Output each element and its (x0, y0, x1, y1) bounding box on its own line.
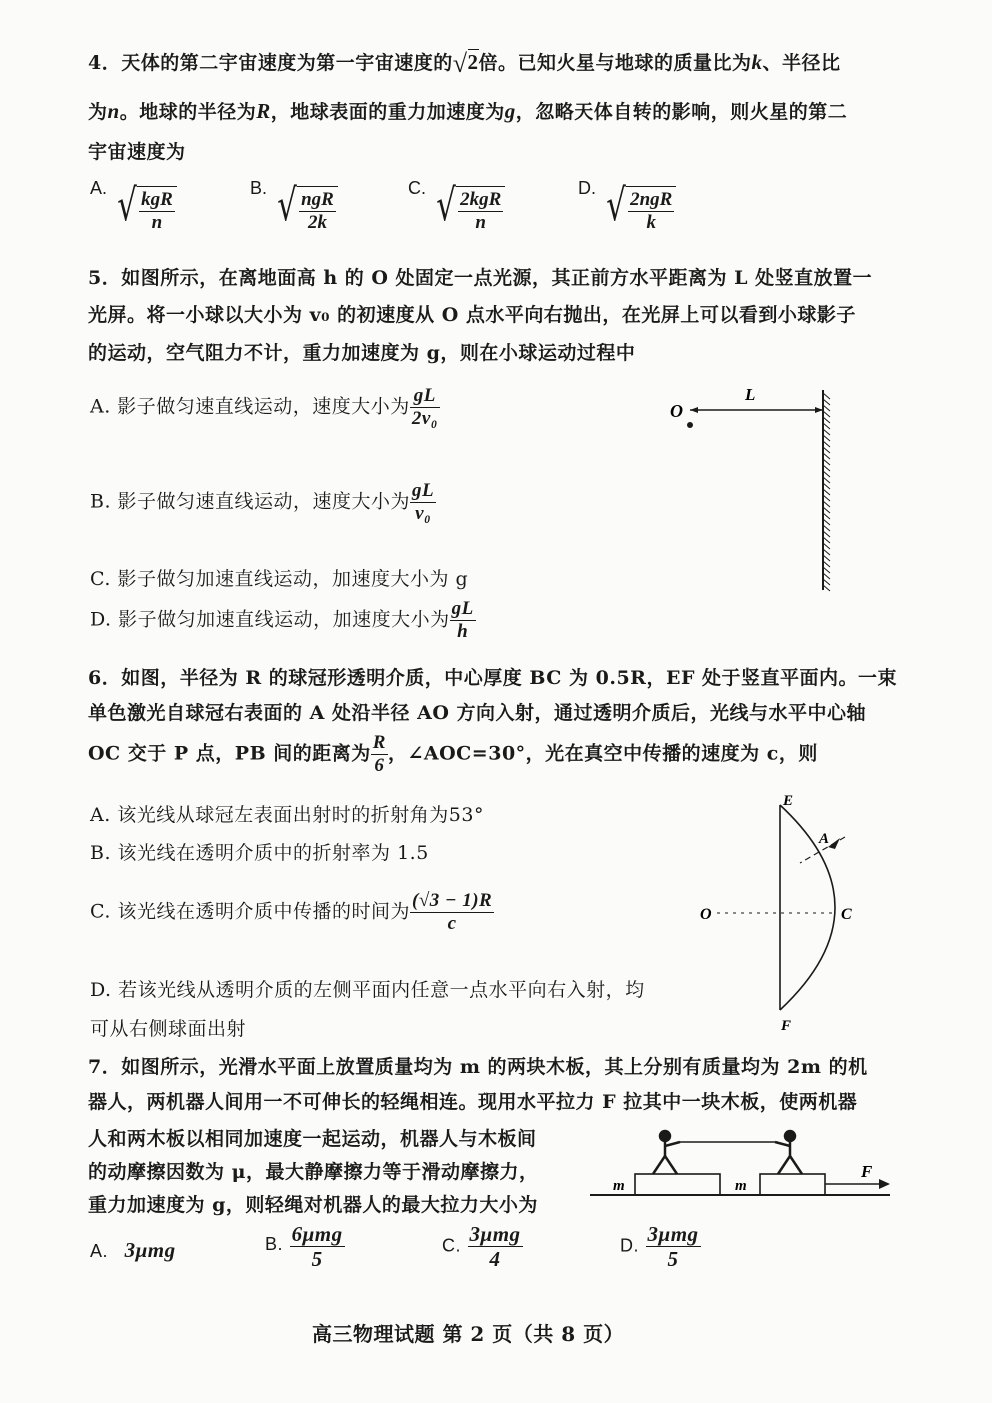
board-left (635, 1174, 720, 1195)
page-footer: 高三物理试题 第 2 页（共 8 页） (312, 1322, 625, 1346)
fig-label-m1: m (613, 1178, 625, 1194)
fig-label-o: O (670, 401, 683, 421)
q4-line-3: 宇宙速度为 (88, 141, 186, 163)
q4-option-d: D. √ $\frac{\text{2ngR}}{k}$ (578, 180, 676, 234)
q4-line-1: 4．天体的第二宇宙速度为第一宇宙速度的 √ 2 倍。已知火星与地球的质量比为k、半径比 (88, 49, 841, 78)
screen-hatch-mark (823, 501, 830, 507)
q7-line-1: 7．如图所示，光滑水平面上放置质量均为 m 的两块木板，其上分别有质量均为 2m 的机 (88, 1056, 868, 1078)
q4-option-b: B. √ $\frac{\text{ngR}}{2k}$ (250, 180, 338, 234)
screen-hatch-mark (823, 405, 830, 411)
screen-hatch-mark (823, 441, 830, 447)
q7-option-d: D. $\frac{\text{3μmg}}{5}$ (620, 1222, 699, 1272)
q5-line-1: 5．如图所示，在离地面高 h 的 O 处固定一点光源，其正前方水平距离为 L 处竖直放置一 (88, 267, 873, 289)
screen-hatch-mark (823, 579, 830, 585)
screen-hatch-mark (823, 531, 830, 537)
q5-option-c: C. 影子做匀加速直线运动，加速度大小为 g (90, 568, 469, 590)
q5-option-a: A. 影子做匀速直线运动，速度大小为 $\frac{gL}{\text{2v₀}}$ (90, 385, 438, 429)
q7-option-b: B. $\frac{\text{6μmg}}{5}$ (265, 1222, 343, 1272)
board-right (760, 1174, 825, 1195)
q5-option-b: B. 影子做匀速直线运动，速度大小为 $\frac{gL}{\text{v₀}}$ (90, 480, 435, 524)
screen-hatch-mark (823, 519, 830, 525)
q7-option-c: C. $\frac{\text{3μmg}}{4}$ (442, 1222, 521, 1272)
fig-label-f: F (781, 1018, 792, 1034)
q5-figure (660, 375, 840, 595)
fig-label-l: L (745, 385, 756, 404)
screen-hatch-mark (823, 537, 830, 543)
screen-hatch-mark (823, 447, 830, 453)
fig-label-o: O (700, 906, 712, 923)
fig-label-f: F (861, 1162, 873, 1181)
q7-figure (585, 1122, 895, 1212)
robot-right (775, 1131, 802, 1174)
q7-line-2: 器人，两机器人间用一不可伸长的轻绳相连。现用水平拉力 F 拉其中一块木板，使两机器 (88, 1091, 858, 1113)
screen-hatch-mark (823, 507, 830, 513)
q7-line-4: 的动摩擦因数为 μ，最大静摩擦力等于滑动摩擦力， (88, 1161, 539, 1183)
screen-hatch-mark (823, 423, 830, 429)
screen-hatch-mark (823, 549, 830, 555)
fig-label-m2: m (735, 1178, 747, 1194)
screen-hatch-mark (823, 525, 830, 531)
screen-hatch-mark (823, 429, 830, 435)
screen-hatch-mark (823, 489, 830, 495)
q7-line-3: 人和两木板以相同加速度一起运动，机器人与木板间 (88, 1128, 537, 1150)
q6-line-3: OC 交于 P 点，PB 间的距离为 $\frac{R}{6}$ ，∠AOC=30°，光在真空中传播的速度为 c，则 (88, 732, 818, 776)
screen-hatch-mark (823, 411, 830, 417)
fig-label-e: E (783, 793, 794, 809)
screen-hatch-mark (823, 435, 830, 441)
q6-figure (695, 785, 875, 1035)
screen-hatch-mark (823, 555, 830, 561)
q5-line-3: 的运动，空气阻力不计，重力加速度为 g，则在小球运动过程中 (88, 342, 636, 364)
q6-option-d-1: D. 若该光线从透明介质的左侧平面内任意一点水平向右入射，均 (90, 979, 645, 1001)
screen-hatch-mark (823, 561, 830, 567)
screen-hatch-mark (823, 567, 830, 573)
screen-hatch-mark (823, 477, 830, 483)
screen-hatch-mark (823, 465, 830, 471)
fig-label-a: A (819, 831, 830, 847)
robot-left (653, 1131, 680, 1174)
fig-label-c: C (841, 906, 852, 923)
q7-line-5: 重力加速度为 g，则轻绳对机器人的最大拉力大小为 (88, 1194, 538, 1216)
q6-option-b: B. 该光线在透明介质中的折射率为 1.5 (90, 842, 429, 864)
q5-line-2: 光屏。将一小球以大小为 v₀ 的初速度从 O 点水平向右抛出，在光屏上可以看到小球影子 (88, 304, 856, 326)
q6-line-2: 单色激光自球冠右表面的 A 处沿半径 AO 方向入射，通过透明介质后，光线与水平中心轴 (88, 702, 866, 724)
light-source-dot (687, 422, 693, 428)
q6-option-c: C. 该光线在透明介质中传播的时间为 $\frac{(√3 - 1)R}{c}$ (90, 890, 493, 934)
q6-option-a: A. 该光线从球冠左表面出射时的折射角为53° (90, 804, 484, 826)
screen-hatch-mark (823, 471, 830, 477)
q5-option-d: D. 影子做匀加速直线运动，加速度大小为 $\frac{gL}{h}$ (90, 598, 474, 642)
screen-hatch-mark (823, 585, 830, 591)
q4-line-2: 为n。地球的半径为R，地球表面的重力加速度为g，忽略天体自转的影响，则火星的第二 (88, 99, 848, 123)
q4-option-c: C. √ $\frac{\text{2kgR}}{n}$ (408, 180, 505, 234)
screen-hatch-mark (823, 417, 830, 423)
sqrt-two: √ 2 (452, 49, 479, 78)
q4-option-a: A. √ $\frac{\text{kgR}}{n}$ (90, 180, 177, 234)
q7-option-a: A. 3μmg (90, 1238, 176, 1262)
screen-hatch-mark (823, 543, 830, 549)
q6-line-1: 6．如图，半径为 R 的球冠形透明介质，中心厚度 BC 为 0.5R，EF 处于竖直平面内。一束 (88, 667, 898, 689)
screen-hatch-mark (823, 573, 830, 579)
screen-hatch-mark (823, 483, 830, 489)
screen-hatch-mark (823, 399, 830, 405)
q6-option-d-2: 可从右侧球面出射 (90, 1018, 247, 1040)
screen-hatch-mark (823, 513, 830, 519)
screen-hatch-mark (823, 453, 830, 459)
screen-hatch-mark (823, 393, 830, 399)
screen-hatch-mark (823, 495, 830, 501)
screen-hatch-mark (823, 459, 830, 465)
